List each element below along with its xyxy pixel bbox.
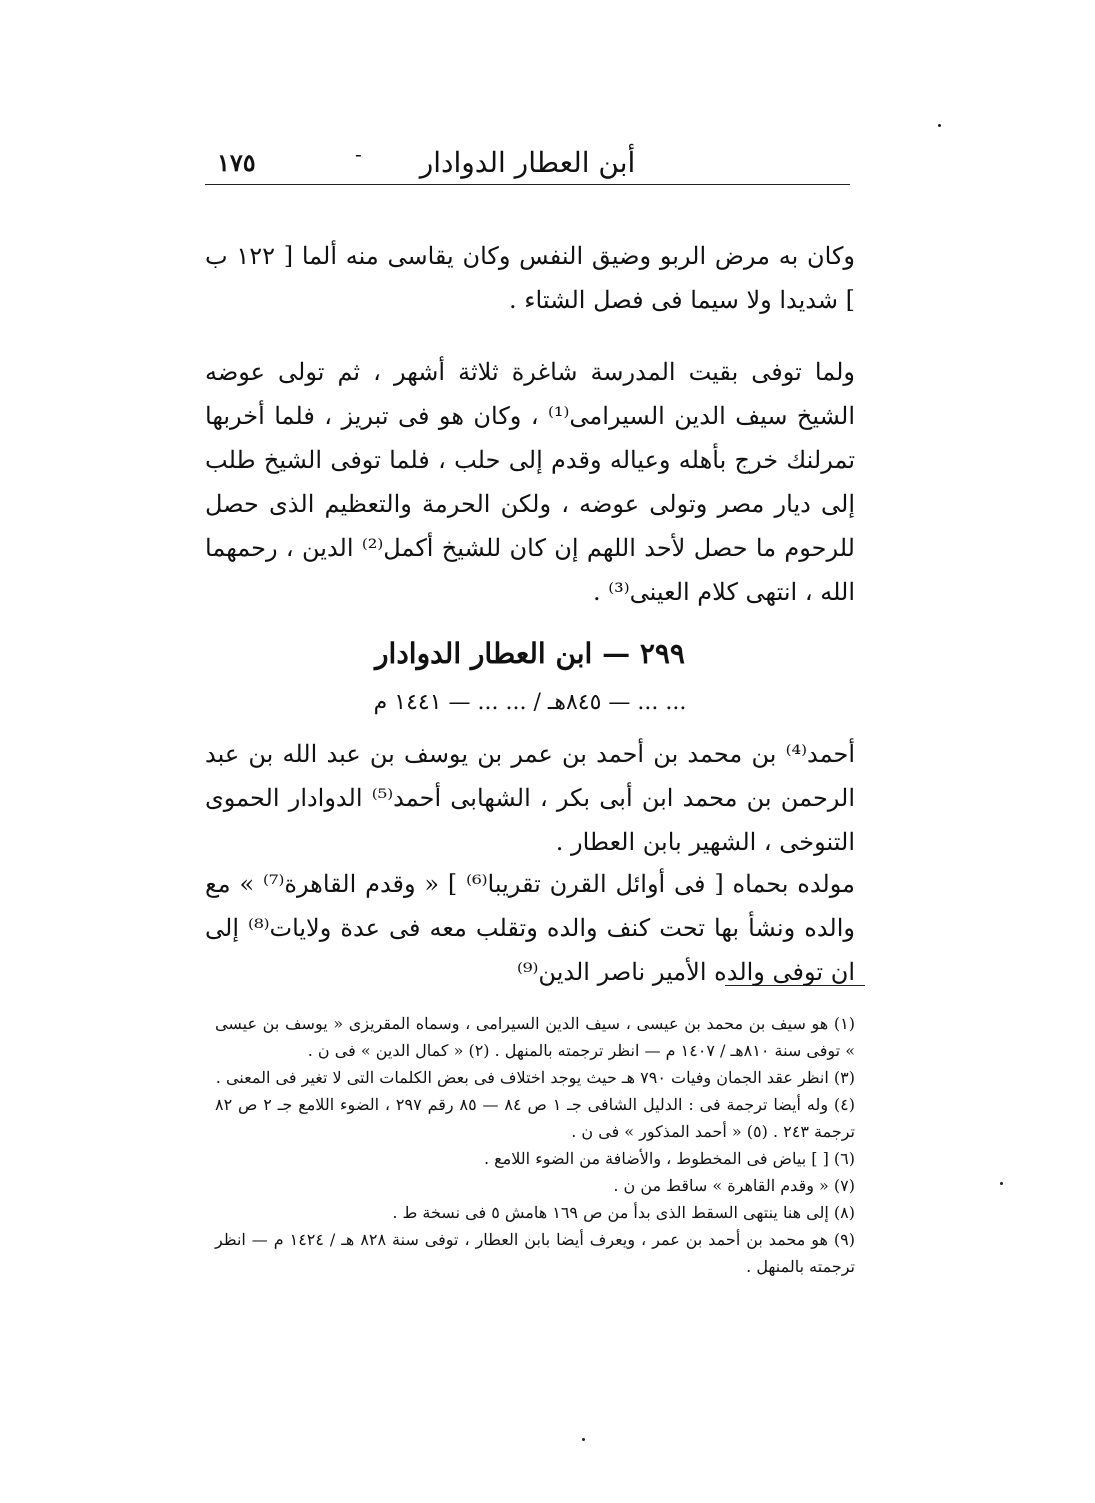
paragraph-2 xyxy=(205,350,855,614)
paragraph-text: ولما توفى بقيت المدرسة شاغرة ثلاثة أشهر ، ثم تولى عوضه الشيخ سيف الدين السيرامى⁽¹⁾ ، وكان هو فى تبريز ، فلما أخربها تمرلنك خرج بأهله وعياله وقدم إلى حلب ، فلما توفى الشيخ طلب إلى ديار مصر وتولى عوضه ، ولكن الحرمة والتعظيم الذى حصل للرحوم ما حصل لأحد اللهم إن كان للشيخ أكمل⁽²⁾ الدين ، رحمهما الله ، انتهى كلام العينى⁽³⁾ . xyxy=(205,358,855,606)
page-number: ١٧٥ xyxy=(217,148,256,177)
paragraph-4 xyxy=(205,862,855,994)
footnote: (٣) انظر عقد الجمان وفيات ٧٩٠ هـ حيث يوجد اختلاف فى بعض الكلمات التى لا تغير فى المعنى . xyxy=(215,1068,855,1087)
paragraph-1 xyxy=(205,234,855,322)
scan-speck xyxy=(938,124,941,127)
paragraph-text: أحمد⁽⁴⁾ بن محمد بن أحمد بن عمر بن يوسف بن عبد الله بن عبد الرحمن بن محمد ابن أبى بكر ، الشهابى أحمد⁽⁵⁾ الدوادار الحموى التنوخى ، الشهير بابن العطار . xyxy=(205,740,855,856)
footnote: (٦) [ ] بياض فى المخطوط ، والأضافة من الضوء اللامع . xyxy=(483,1149,855,1168)
footnote: (٤) وله أيضا ترجمة فى : الدليل الشافى جـ ١ ص ٨٤ — ٨٥ رقم ٢٩٧ ، الضوء اللامع جـ ٢ ص ٨٢ ترجمة ٢٤٣ . (٥) « أحمد المذكور » فى ن . xyxy=(215,1095,856,1141)
header-dot: - xyxy=(355,142,362,166)
footnote: (١) هو سيف بن محمد بن عيسى ، سيف الدين السيرامى ، وسماه المقريزى « يوسف بن عيسى » توفى سنة ٨١٠هـ / ١٤٠٧ م — انظر ترجمته بالمنهل . (٢) « كمال الدين » فى ن . xyxy=(215,1014,856,1060)
footnote: (٨) إلى هنا ينتهى السقط الذى بدأ من ص ١٦٩ هامش ٥ فى نسخة ط . xyxy=(392,1203,855,1222)
paragraph-3 xyxy=(205,732,855,864)
paragraph-text: وكان به مرض الربو وضيق النفس وكان يقاسى منه ألما [ ١٢٢ ب ] شديدا ولا سيما فى فصل الشتاء . xyxy=(205,242,855,314)
running-header xyxy=(205,140,850,185)
running-title: أبن العطار الدوادار xyxy=(419,146,636,179)
footnotes xyxy=(215,1010,855,1280)
scan-speck xyxy=(582,1438,585,1441)
scan-speck xyxy=(1000,1182,1003,1185)
paragraph-text: مولده بحماه [ فى أوائل القرن تقريبا⁽⁶⁾ ] « وقدم القاهرة⁽⁷⁾ » مع والده ونشأ بها تحت كنف والده وتقلب معه فى عدة ولايات⁽⁸⁾ إلى ان توفى والده الأمير ناصر الدين⁽⁹⁾ xyxy=(205,870,855,986)
entry-heading: ٢٩٩ — ابن العطار الدوادار xyxy=(375,637,685,670)
footnote-divider xyxy=(725,985,865,986)
footnote: (٧) « وقدم القاهرة » ساقط من ن . xyxy=(613,1176,855,1195)
footnote: (٩) هو محمد بن أحمد بن عمر ، ويعرف أيضا بابن العطار ، توفى سنة ٨٢٨ هـ / ١٤٢٤ م — انظر ترجمته بالمنهل . xyxy=(215,1230,856,1276)
entry-dates: ... ... — ٨٤٥هـ / ... ... — ١٤٤١ م xyxy=(373,690,687,715)
